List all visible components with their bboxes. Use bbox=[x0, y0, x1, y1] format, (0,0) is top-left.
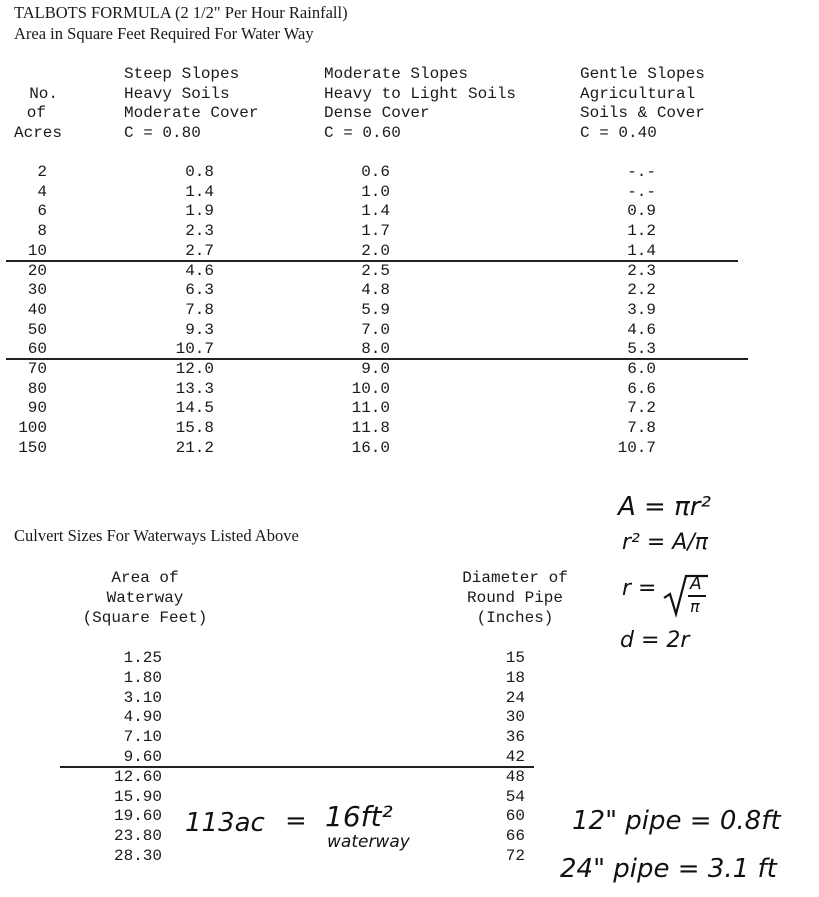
acres-cell: 4 bbox=[37, 182, 47, 201]
acres-cell: 10 bbox=[27, 241, 47, 260]
steep-value-cell: 12.0 bbox=[175, 360, 214, 378]
acres-cell: 100 bbox=[18, 419, 47, 438]
acres-cell: 6 bbox=[37, 202, 47, 221]
moderate-value-cell: 1.7 bbox=[361, 222, 390, 241]
moderate-value-cell: 4.8 bbox=[361, 281, 390, 300]
moderate-value-cell: 1.4 bbox=[361, 202, 390, 221]
header-steep-coef: C = 0.80 bbox=[124, 124, 201, 142]
acres-cell: 50 bbox=[27, 320, 47, 339]
moderate-value-cell: 0.6 bbox=[361, 163, 390, 181]
acres-cell: 2 bbox=[37, 163, 47, 181]
waterway-area-cell: 23.80 bbox=[113, 827, 162, 846]
gentle-value-cell: 7.8 bbox=[627, 419, 656, 438]
steep-value-cell: 10.7 bbox=[175, 340, 214, 359]
steep-value-cell: 14.5 bbox=[175, 399, 214, 418]
steep-value-cell: 2.3 bbox=[185, 222, 214, 241]
handwritten-r-lhs: r = bbox=[622, 576, 657, 601]
handwritten-r-squared-formula: r² = A/π bbox=[622, 530, 708, 555]
waterway-area-cell: 7.10 bbox=[123, 728, 162, 747]
steep-value-cell: 6.3 bbox=[185, 281, 214, 300]
steep-value-cell: 7.8 bbox=[185, 300, 214, 319]
waterway-area-cell: 15.90 bbox=[113, 787, 162, 806]
steep-value-cell: 13.3 bbox=[175, 379, 214, 398]
pipe-diameter-cell: 66 bbox=[505, 827, 525, 846]
gentle-value-cell: 4.6 bbox=[627, 320, 656, 339]
pipe-diameter-cell: 36 bbox=[505, 728, 525, 747]
handwritten-waterway-label: waterway bbox=[327, 832, 410, 852]
handwritten-24in-pipe-note: 24" pipe = 3.1 ft bbox=[560, 854, 777, 884]
pipe-diameter-cell: 48 bbox=[505, 767, 525, 786]
pipe-diameter-cell: 30 bbox=[505, 708, 525, 727]
moderate-value-cell: 5.9 bbox=[361, 300, 390, 319]
header-steep-line3: Moderate Cover bbox=[124, 104, 259, 122]
pipe-diameter-cell: 42 bbox=[505, 748, 525, 766]
pipe-diameter-cell: 60 bbox=[505, 807, 525, 826]
header-steep-line2: Heavy Soils bbox=[124, 85, 230, 103]
steep-value-cell: 21.2 bbox=[175, 438, 214, 457]
waterway-area-cell: 28.30 bbox=[113, 847, 162, 865]
waterway-area-cell: 19.60 bbox=[113, 807, 162, 826]
waterway-area-cell: 1.25 bbox=[123, 649, 162, 667]
culvert-divider bbox=[60, 766, 534, 768]
moderate-value-cell: 10.0 bbox=[351, 379, 390, 398]
steep-value-cell: 0.8 bbox=[185, 163, 214, 181]
pipe-diameter-cell: 72 bbox=[505, 847, 525, 865]
gentle-value-cell: -.- bbox=[627, 182, 656, 201]
header-acres-line2: of bbox=[26, 104, 46, 122]
handwritten-r-numerator: A bbox=[690, 574, 702, 594]
handwritten-acres-note: 113ac bbox=[185, 808, 265, 838]
handwritten-diameter-formula: d = 2r bbox=[620, 628, 690, 653]
handwritten-waterway-area: 16ft² bbox=[325, 800, 393, 833]
gentle-value-cell: 6.0 bbox=[627, 360, 656, 378]
header-moderate-line1: Moderate Slopes bbox=[324, 65, 469, 83]
header-moderate-line2: Heavy to Light Soils bbox=[324, 85, 517, 103]
acres-cell: 40 bbox=[27, 300, 47, 319]
acres-cell: 70 bbox=[27, 360, 47, 378]
acres-cell: 8 bbox=[37, 222, 47, 241]
pipe-diameter-cell: 15 bbox=[505, 649, 525, 667]
gentle-value-cell: 7.2 bbox=[627, 399, 656, 418]
header-gentle-line2: Agricultural bbox=[580, 85, 696, 103]
moderate-value-cell: 2.5 bbox=[361, 261, 390, 280]
page-title: TALBOTS FORMULA (2 1/2" Per Hour Rainfall) bbox=[14, 3, 348, 22]
moderate-value-cell: 16.0 bbox=[351, 438, 390, 457]
gentle-value-cell: 1.2 bbox=[627, 222, 656, 241]
steep-value-cell: 1.9 bbox=[185, 202, 214, 221]
waterway-area-cell: 1.80 bbox=[123, 668, 162, 687]
acres-cell: 30 bbox=[27, 281, 47, 300]
acres-cell: 60 bbox=[27, 340, 47, 359]
handwritten-area-formula: A = πr² bbox=[618, 492, 711, 522]
moderate-value-cell: 7.0 bbox=[361, 320, 390, 339]
gentle-value-cell: 3.9 bbox=[627, 300, 656, 319]
header-area-line2: Waterway bbox=[106, 589, 184, 607]
table-divider bbox=[6, 358, 748, 360]
waterway-area-cell: 9.60 bbox=[123, 748, 162, 766]
steep-value-cell: 4.6 bbox=[185, 261, 214, 280]
header-acres-line3: Acres bbox=[14, 124, 63, 142]
header-gentle-line1: Gentle Slopes bbox=[580, 65, 705, 83]
header-moderate-coef: C = 0.60 bbox=[324, 124, 401, 142]
moderate-value-cell: 8.0 bbox=[361, 340, 390, 359]
header-diameter-line3: (Inches) bbox=[476, 609, 554, 627]
steep-value-cell: 9.3 bbox=[185, 320, 214, 339]
moderate-value-cell: 2.0 bbox=[361, 241, 390, 260]
acres-cell: 20 bbox=[27, 261, 47, 280]
header-diameter-line1: Diameter of bbox=[462, 569, 568, 587]
gentle-value-cell: 2.3 bbox=[627, 261, 656, 280]
pipe-diameter-cell: 18 bbox=[505, 668, 525, 687]
steep-value-cell: 2.7 bbox=[185, 241, 214, 260]
steep-value-cell: 1.4 bbox=[185, 182, 214, 201]
gentle-value-cell: 1.4 bbox=[627, 241, 656, 260]
gentle-value-cell: 0.9 bbox=[627, 202, 656, 221]
page-subtitle: Area in Square Feet Required For Water Way bbox=[14, 24, 314, 43]
waterway-area-cell: 3.10 bbox=[123, 688, 162, 707]
moderate-value-cell: 1.0 bbox=[361, 182, 390, 201]
waterway-area-cell: 4.90 bbox=[123, 708, 162, 727]
steep-value-cell: 15.8 bbox=[175, 419, 214, 438]
header-gentle-line3: Soils & Cover bbox=[580, 104, 705, 122]
header-moderate-line3: Dense Cover bbox=[324, 104, 430, 122]
handwritten-equals: = bbox=[285, 806, 307, 836]
square-root-sign-icon bbox=[662, 572, 710, 618]
gentle-value-cell: 6.6 bbox=[627, 379, 656, 398]
handwritten-r-denominator: π bbox=[690, 597, 700, 616]
gentle-value-cell: 5.3 bbox=[627, 340, 656, 359]
acres-cell: 80 bbox=[27, 379, 47, 398]
header-steep-line1: Steep Slopes bbox=[124, 65, 240, 83]
acres-cell: 90 bbox=[27, 399, 47, 418]
header-acres-line1: No. bbox=[29, 85, 58, 103]
header-diameter-line2: Round Pipe bbox=[466, 589, 563, 607]
pipe-diameter-cell: 24 bbox=[505, 688, 525, 707]
culvert-section-title: Culvert Sizes For Waterways Listed Above bbox=[14, 526, 299, 545]
moderate-value-cell: 9.0 bbox=[361, 360, 390, 378]
table-divider bbox=[6, 260, 738, 262]
header-area-line1: Area of bbox=[111, 569, 179, 587]
moderate-value-cell: 11.8 bbox=[351, 419, 390, 438]
header-area-line3: (Square Feet) bbox=[82, 609, 208, 627]
handwritten-12in-pipe-note: 12" pipe = 0.8ft bbox=[572, 806, 781, 836]
acres-cell: 150 bbox=[18, 438, 47, 457]
gentle-value-cell: 10.7 bbox=[617, 438, 656, 457]
gentle-value-cell: 2.2 bbox=[627, 281, 656, 300]
gentle-value-cell: -.- bbox=[627, 163, 656, 181]
waterway-area-cell: 12.60 bbox=[113, 767, 162, 786]
pipe-diameter-cell: 54 bbox=[505, 787, 525, 806]
moderate-value-cell: 11.0 bbox=[351, 399, 390, 418]
header-gentle-coef: C = 0.40 bbox=[580, 124, 657, 142]
